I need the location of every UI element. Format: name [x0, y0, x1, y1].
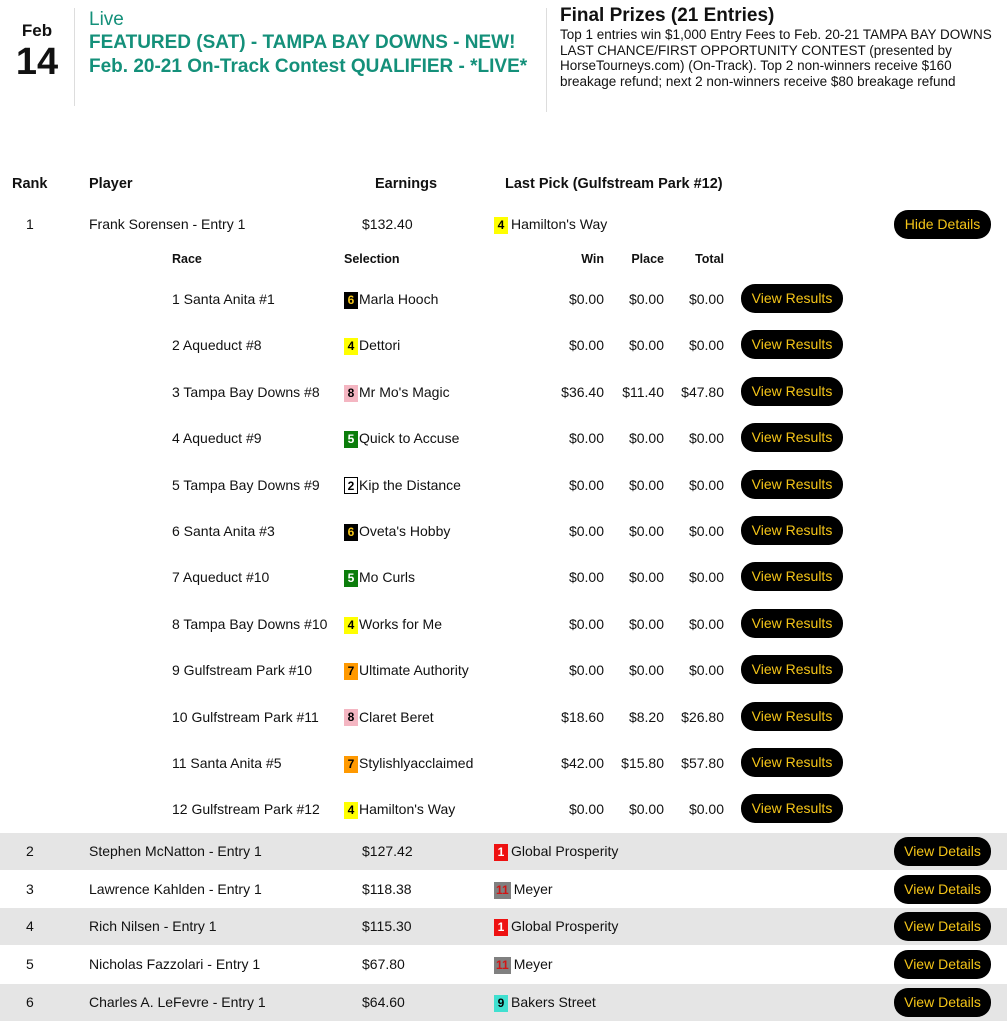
race-row — [0, 511, 1007, 551]
selection — [344, 372, 450, 412]
toggle-details-button[interactable]: View Details — [894, 837, 991, 866]
total-payout: $0.00 — [688, 662, 724, 679]
race-row — [0, 557, 1007, 597]
leaderboard-row — [0, 946, 1007, 983]
race-name: 5 Tampa Bay Downs #9 — [172, 476, 320, 493]
selection — [344, 650, 469, 690]
race-name: 6 Santa Anita #3 — [172, 523, 275, 539]
view-results-button[interactable]: View Results — [741, 748, 843, 777]
view-results-button[interactable]: View Results — [741, 794, 843, 823]
column-header-player: Player — [89, 176, 133, 192]
selection — [344, 511, 450, 551]
program-number-badge: 6 — [344, 524, 358, 541]
program-number-badge: 4 — [344, 802, 358, 819]
place-payout: $15.80 — [621, 755, 664, 771]
win-payout: $0.00 — [568, 337, 604, 354]
contest-status: Live — [89, 9, 124, 30]
total-payout: $0.00 — [688, 801, 724, 818]
event-day: 14 — [15, 41, 59, 83]
player-name: Charles A. LeFevre - Entry 1 — [89, 994, 266, 1010]
header-divider — [74, 8, 75, 106]
detail-header-total: Total — [695, 252, 724, 266]
program-number-badge: 5 — [344, 570, 358, 587]
horse-name: Bakers Street — [511, 994, 596, 1010]
win-payout: $0.00 — [568, 476, 604, 493]
view-results-button[interactable]: View Results — [741, 655, 843, 684]
detail-header-win: Win — [581, 252, 604, 266]
race-row — [0, 697, 1007, 737]
toggle-details-button[interactable]: View Details — [894, 875, 991, 904]
horse-name: Hamilton's Way — [359, 801, 456, 818]
race-name: 7 Aqueduct #10 — [172, 569, 270, 586]
event-month: Feb — [21, 21, 53, 40]
win-payout: $0.00 — [568, 615, 604, 632]
horse-name: Marla Hooch — [359, 291, 439, 307]
player-name: Frank Sorensen - Entry 1 — [89, 216, 246, 232]
race-name: 4 Aqueduct #9 — [172, 430, 262, 447]
program-number-badge: 8 — [344, 385, 358, 402]
horse-name: Claret Beret — [359, 708, 434, 725]
header-divider — [546, 8, 547, 112]
selection — [344, 743, 473, 783]
place-payout: $0.00 — [628, 476, 664, 493]
place-payout: $0.00 — [628, 291, 664, 307]
win-payout: $0.00 — [568, 801, 604, 818]
toggle-details-button[interactable]: View Details — [894, 988, 991, 1017]
contest-title: FEATURED (SAT) - TAMPA BAY DOWNS - NEW! Feb. 20-21 On-Track Contest QUALIFIER - *LIVE* — [89, 32, 528, 77]
race-row — [0, 789, 1007, 829]
program-number-badge: 2 — [344, 477, 358, 494]
detail-header-place: Place — [631, 252, 664, 266]
event-date — [10, 20, 64, 82]
selection — [344, 789, 455, 829]
race-name: 1 Santa Anita #1 — [172, 291, 275, 307]
player-name: Stephen McNatton - Entry 1 — [89, 843, 262, 859]
rank: 1 — [26, 216, 34, 232]
race-row — [0, 372, 1007, 412]
last-pick — [494, 871, 553, 908]
toggle-details-button[interactable]: Hide Details — [894, 210, 991, 239]
program-number-badge: 4 — [344, 617, 358, 634]
selection — [344, 325, 400, 365]
race-row — [0, 465, 1007, 505]
win-payout: $0.00 — [568, 523, 604, 539]
program-number-badge: 9 — [494, 995, 508, 1012]
view-results-button[interactable]: View Results — [741, 609, 843, 638]
last-pick — [494, 206, 607, 243]
last-pick — [494, 833, 618, 870]
win-payout: $0.00 — [568, 430, 604, 447]
column-header-earnings: Earnings — [375, 176, 438, 192]
win-payout: $36.40 — [561, 383, 604, 400]
player-name: Lawrence Kahlden - Entry 1 — [89, 881, 262, 897]
selection — [344, 418, 459, 458]
horse-name: Hamilton's Way — [511, 216, 608, 232]
view-results-button[interactable]: View Results — [741, 702, 843, 731]
program-number-badge: 4 — [494, 217, 508, 234]
place-payout: $0.00 — [628, 662, 664, 679]
earnings: $127.42 — [362, 843, 413, 859]
total-payout: $47.80 — [681, 383, 724, 400]
view-results-button[interactable]: View Results — [741, 330, 843, 359]
program-number-badge: 4 — [344, 338, 358, 355]
win-payout: $0.00 — [568, 569, 604, 586]
total-payout: $0.00 — [688, 337, 724, 354]
place-payout: $0.00 — [628, 430, 664, 447]
earnings: $118.38 — [362, 881, 412, 897]
place-payout: $0.00 — [628, 569, 664, 586]
player-name: Rich Nilsen - Entry 1 — [89, 918, 217, 934]
race-row — [0, 418, 1007, 458]
place-payout: $11.40 — [622, 383, 664, 400]
view-results-button[interactable]: View Results — [741, 377, 843, 406]
program-number-badge: 7 — [344, 663, 358, 680]
selection — [344, 279, 438, 319]
last-pick — [494, 908, 618, 945]
race-name: 8 Tampa Bay Downs #10 — [172, 615, 328, 632]
prizes-description: Top 1 entries win $1,000 Entry Fees to Feb. 20-21 TAMPA BAY DOWNS LAST CHANCE/FIRST OPPORTUNITY CONTEST (presented by HorseTourneys.com) (On-Track). Top 2 non-winners receive $160 breakage refund; next 2 non-winners receive $80 breakage refund — [560, 27, 992, 89]
win-payout: $0.00 — [568, 662, 604, 679]
last-pick — [494, 946, 553, 983]
race-name: 10 Gulfstream Park #11 — [172, 708, 319, 725]
program-number-badge: 11 — [496, 957, 509, 972]
program-number-badge: 6 — [344, 292, 358, 309]
selection — [344, 604, 442, 644]
total-payout: $0.00 — [688, 476, 724, 493]
last-pick — [494, 984, 596, 1021]
total-payout: $0.00 — [688, 615, 724, 632]
horse-name: Global Prosperity — [511, 843, 619, 859]
place-payout: $0.00 — [628, 523, 664, 539]
race-row — [0, 604, 1007, 644]
horse-name: Dettori — [359, 337, 401, 354]
column-header-last-pick: Last Pick (Gulfstream Park #12) — [505, 176, 723, 192]
rank: 2 — [26, 843, 34, 859]
place-payout: $0.00 — [628, 615, 664, 632]
rank: 4 — [26, 918, 34, 934]
program-number-badge: 7 — [344, 756, 358, 773]
horse-name: Kip the Distance — [359, 476, 461, 493]
win-payout: $42.00 — [561, 755, 604, 771]
total-payout: $0.00 — [688, 523, 724, 539]
program-number-badge: 5 — [344, 431, 358, 448]
detail-header-selection: Selection — [344, 252, 400, 266]
race-name: 11 Santa Anita #5 — [172, 755, 282, 771]
program-number-badge: 1 — [494, 919, 508, 936]
earnings: $132.40 — [362, 216, 413, 232]
view-results-button[interactable]: View Results — [741, 423, 843, 452]
place-payout: $8.20 — [628, 708, 664, 725]
contest-info — [89, 9, 529, 79]
horse-name: Oveta's Hobby — [359, 523, 451, 539]
leaderboard-row — [0, 206, 1007, 243]
race-row — [0, 743, 1007, 783]
leaderboard-row — [0, 908, 1007, 945]
leaderboard-row — [0, 833, 1007, 870]
rank: 5 — [26, 956, 34, 972]
toggle-details-button[interactable]: View Details — [894, 912, 991, 941]
selection — [344, 697, 434, 737]
leaderboard-row — [0, 871, 1007, 908]
horse-name: Meyer — [513, 956, 553, 972]
column-header-rank: Rank — [12, 176, 48, 192]
total-payout: $0.00 — [688, 291, 724, 307]
program-number-badge: 8 — [344, 709, 358, 726]
place-payout: $0.00 — [628, 337, 664, 354]
detail-header-race: Race — [172, 252, 202, 266]
win-payout: $0.00 — [568, 291, 604, 307]
race-name: 2 Aqueduct #8 — [172, 337, 262, 354]
leaderboard-row — [0, 984, 1007, 1021]
player-name: Nicholas Fazzolari - Entry 1 — [89, 956, 261, 972]
view-results-button[interactable]: View Results — [741, 284, 843, 313]
total-payout: $0.00 — [688, 430, 724, 447]
program-number-badge: 11 — [496, 882, 509, 897]
race-name: 3 Tampa Bay Downs #8 — [172, 383, 320, 400]
horse-name: Mr Mo's Magic — [359, 383, 450, 400]
place-payout: $0.00 — [628, 801, 664, 818]
race-name: 12 Gulfstream Park #12 — [172, 801, 320, 818]
horse-name: Works for Me — [359, 615, 442, 632]
view-results-button[interactable]: View Results — [741, 516, 843, 545]
earnings: $115.30 — [362, 918, 412, 934]
earnings: $64.60 — [362, 994, 405, 1010]
race-name: 9 Gulfstream Park #10 — [172, 662, 313, 679]
horse-name: Stylishlyacclaimed — [359, 755, 474, 771]
race-row — [0, 650, 1007, 690]
program-number-badge: 1 — [494, 844, 508, 861]
horse-name: Meyer — [513, 881, 553, 897]
toggle-details-button[interactable]: View Details — [894, 950, 991, 979]
race-row — [0, 325, 1007, 365]
total-payout: $26.80 — [681, 708, 724, 725]
view-results-button[interactable]: View Results — [741, 470, 843, 499]
rank: 3 — [26, 881, 34, 897]
selection — [344, 465, 461, 505]
horse-name: Mo Curls — [359, 569, 416, 586]
earnings: $67.80 — [362, 956, 405, 972]
race-row — [0, 279, 1007, 319]
total-payout: $57.80 — [681, 755, 724, 771]
horse-name: Global Prosperity — [511, 918, 619, 934]
rank: 6 — [26, 994, 34, 1010]
total-payout: $0.00 — [688, 569, 724, 586]
horse-name: Ultimate Authority — [359, 662, 469, 679]
view-results-button[interactable]: View Results — [741, 562, 843, 591]
win-payout: $18.60 — [561, 708, 604, 725]
horse-name: Quick to Accuse — [359, 430, 460, 447]
selection — [344, 557, 415, 597]
prizes-panel — [560, 5, 1000, 89]
prizes-title: Final Prizes (21 Entries) — [560, 5, 775, 26]
